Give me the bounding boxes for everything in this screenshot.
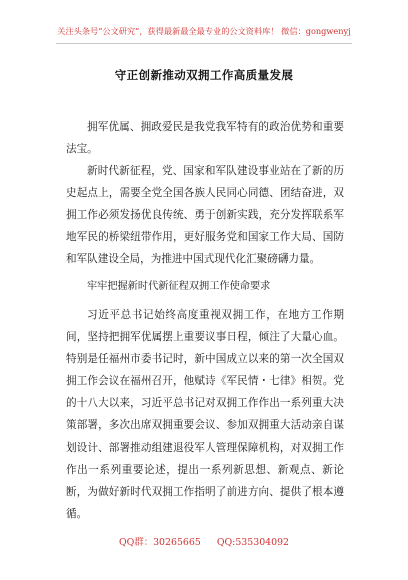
footer-contact — [0, 534, 408, 548]
section-heading: 牢牢把握新时代新征程双拥工作使命要求 — [87, 281, 271, 292]
header-banner: 关注头条号“公文研究”，获得最新最全最专业的公文资料库！ 微信：gongwenyj — [57, 26, 351, 36]
document-title: 守正创新推动双拥工作高质量发展 — [114, 68, 294, 82]
paragraph-context: 新时代新征程，党、国家和军队建设事业站在了新的历史起点上，需要全党全国各族人民同心同德、团结奋进，双拥工作必须发扬优良传统、勇于创新实践，充分发挥联系军地军民的桥梁纽带作用，更好服务党和国家工作大局、国防和军队建设全局，为推进中国式现代化汇聚磅礴力量。 — [66, 165, 344, 266]
paragraph-intro: 拥军优属、拥政爱民是我党我军特有的政治优势和重要法宝。 — [66, 121, 344, 156]
paragraph-section-body: 习近平总书记始终高度重视双拥工作，在地方工作期间，坚持把拥军优属摆上重要议事日程，倾注了大量心血。特别是任福州市委书记时，新中国成立以来的第一次全国双拥工作会议在福州召开，他赋诗《军民情・七律》相贺。党的十八大以来，习近平总书记对双拥工作作出一系列重大决策部署，多次出席双拥重要会议、参加双拥重大活动亲自谋划设计、部署推动组建退役军人管理保障机构，对双拥工作作出一系列重要论述，提出一系列新思想、新观点、新论断，为做好新时代双拥工作指明了前进方向、提供了根本遵循。 — [66, 309, 344, 520]
footer-qq-group: QQ群：30265665 — [118, 537, 201, 548]
header-divider — [56, 43, 352, 44]
footer-qq-number: QQ:535304092 — [216, 537, 290, 548]
